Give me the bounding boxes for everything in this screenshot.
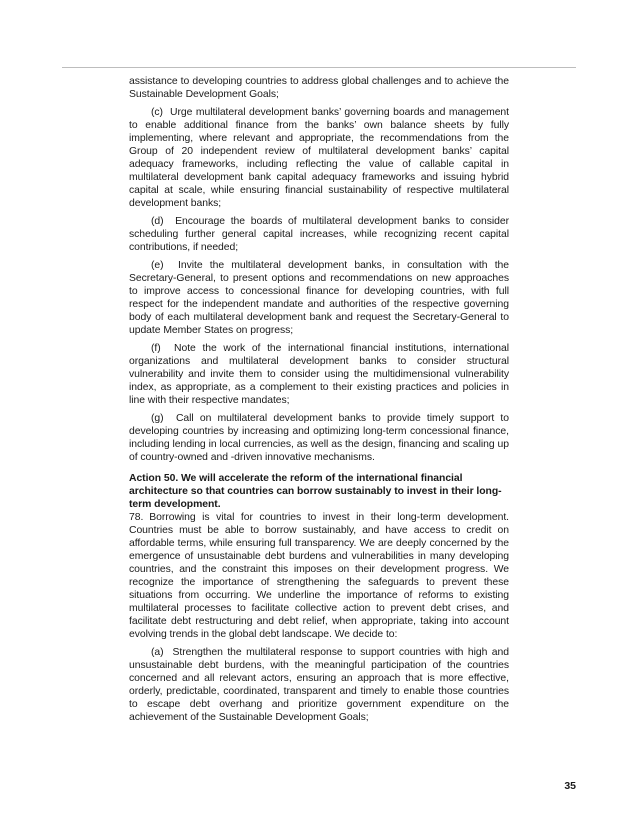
page-number: 35	[564, 780, 576, 792]
paragraph-f: (f) Note the work of the international financial institutions, international organizations and multilateral development banks to consider structural vulnerability and invite them to consider using the multidimensional vulnerability index, as appropriate, as a complement to their existing practices and policies in line with their respective mandates;	[129, 343, 509, 406]
paragraph-continuation: assistance to developing countries to address global challenges and to achieve the Sustainable Development Goals;	[129, 76, 509, 100]
header-rule	[62, 67, 576, 68]
paragraph-78	[129, 511, 509, 641]
document-body	[129, 75, 509, 729]
paragraph-a: (a) Strengthen the multilateral response to support countries with high and unsustainable debt burdens, with the meaningful participation of the countries concerned and all relevant actors, ensuring an approach that is more effective, orderly, predictable, coordinated, transparent and timely to enable those countries to escape debt overhang and prioritize government expenditure on the achievement of the Sustainable Development Goals;	[129, 647, 509, 723]
paragraph-c: (c) Urge multilateral development banks’ governing boards and management to enable additional finance from the banks’ own balance sheets by fully implementing, where relevant and appropriate, the recommendations from the Group of 20 independent review of multilateral development banks’ capital adequacy frameworks, including reflecting the value of callable capital in multilateral development bank capital adequacy frameworks and issuing hybrid capital at scale, while ensuring financial sustainability of respective multilateral development banks;	[129, 107, 509, 209]
paragraph-d: (d) Encourage the boards of multilateral development banks to consider scheduling further general capital increases, while recognizing recent capital contributions, if needed;	[129, 216, 509, 253]
paragraph-78-text: Borrowing is vital for countries to invest in their long-term development. Countries must be able to borrow sustainably, and have access to credit on affordable terms, while ensuring full transparency. We are deeply concerned by the emergence of unsustainable debt burdens and vulnerabilities in many developing countries, and the constraint this imposes on their development progress. We recognize the importance of strengthening the safeguards to prevent these situations from occurring. We underline the importance of reforms to existing multilateral processes to facilitate collective action to prevent debt crises, and facilitate debt restructuring and debt relief, when appropriate, taking into account evolving trends in the global debt landscape. We decide to:	[129, 512, 509, 640]
paragraph-e: (e) Invite the multilateral development banks, in consultation with the Secretary-General, to present options and recommendations on new approaches to improve access to concessional finance for developing countries, with full respect for the independent mandate and authorities of the respective governing body of each multilateral development bank and request the Secretary-General to update Member States on progress;	[129, 260, 509, 336]
action-50-heading: Action 50. We will accelerate the reform of the international financial architecture so that countries can borrow sustainably to invest in their long-term development.	[129, 473, 502, 510]
paragraph-g: (g) Call on multilateral development banks to provide timely support to developing countries by increasing and optimizing long-term concessional finance, including lending in local currencies, as well as the design, financing and scaling up of country-owned and -driven innovative mechanisms.	[129, 413, 509, 463]
paragraph-78-number: 78.	[129, 512, 144, 523]
